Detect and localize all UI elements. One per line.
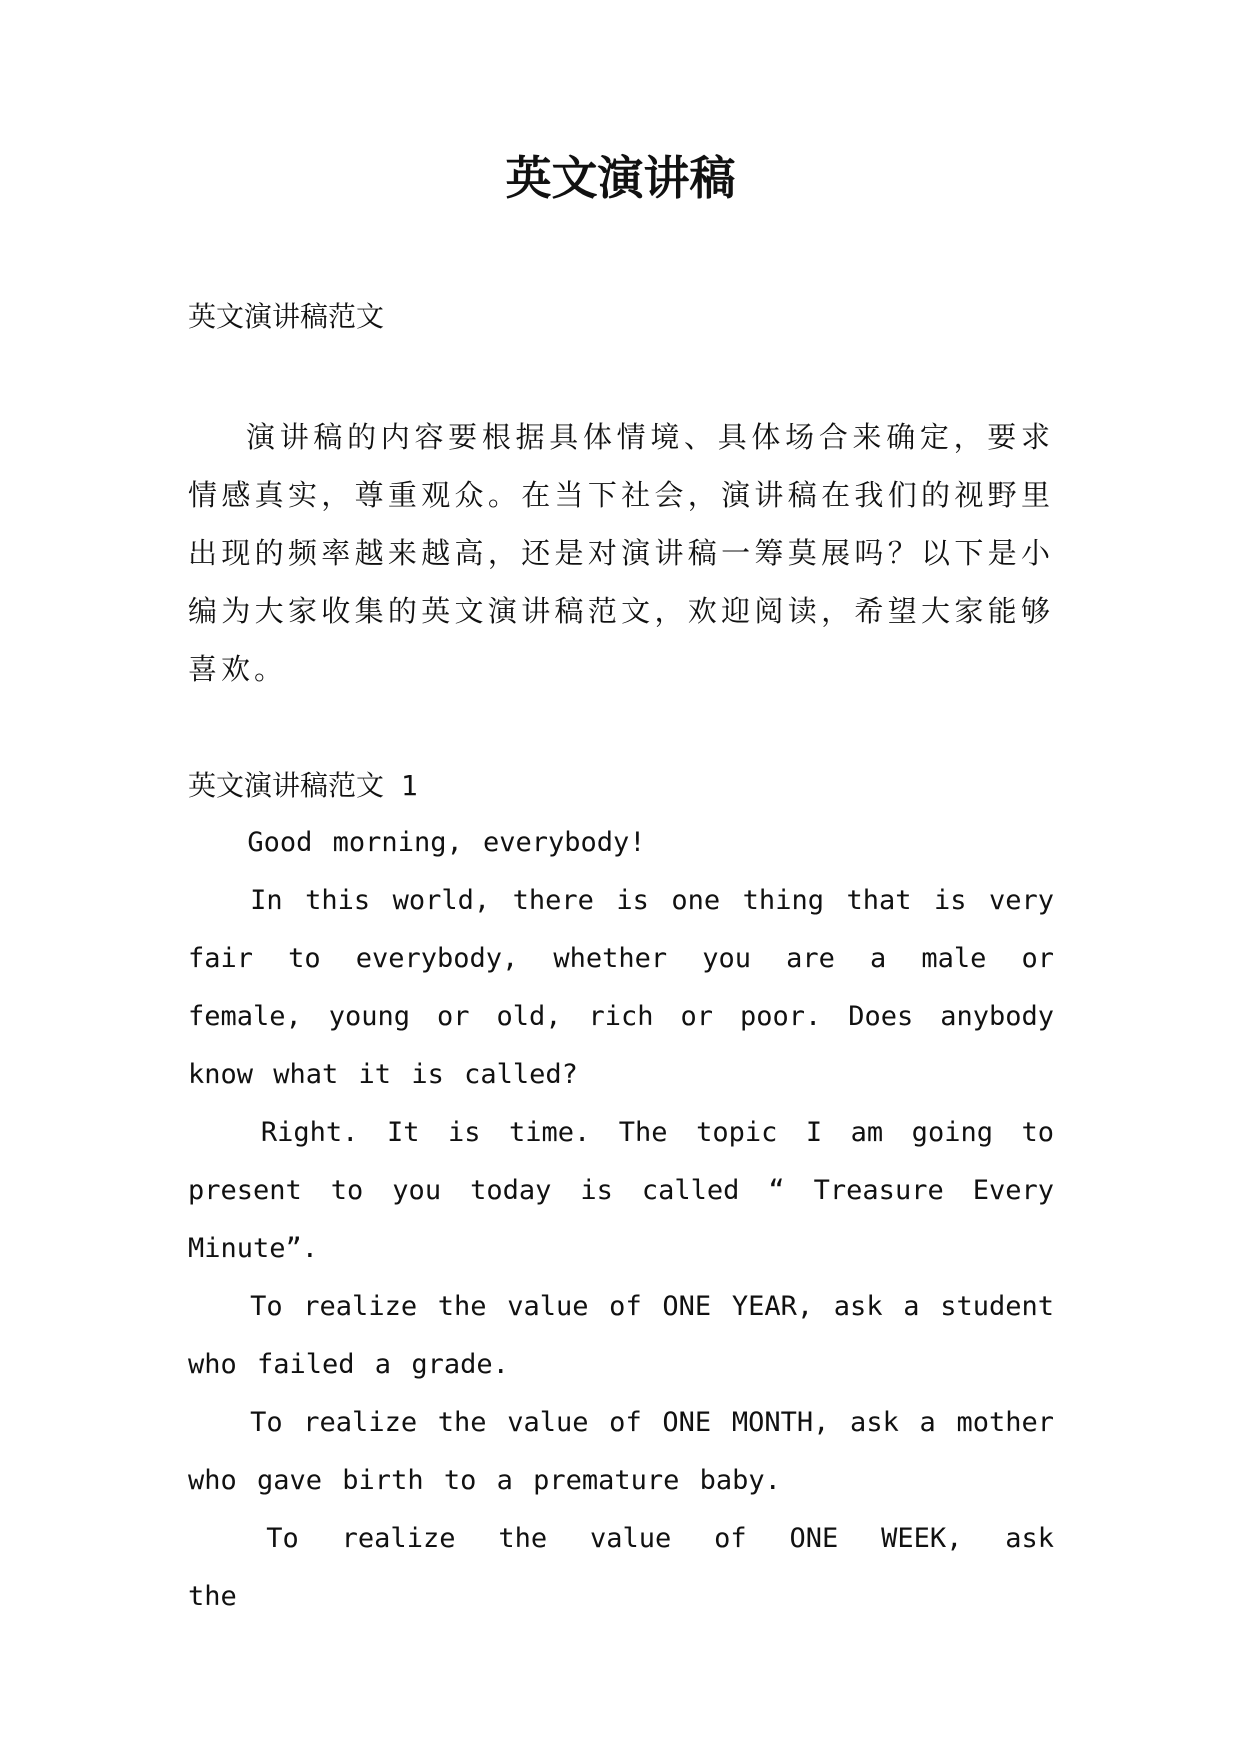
- speech-paragraph-greeting: Good morning, everybody!: [247, 827, 646, 858]
- speech-paragraph-one-year: To realize the value of ONE YEAR, ask a student who failed a grade.: [188, 1291, 1054, 1380]
- speech-paragraph-one-month: To realize the value of ONE MONTH, ask a mother who gave birth to a premature baby.: [188, 1407, 1054, 1496]
- document-title: 英文演讲稿: [505, 151, 736, 205]
- speech-paragraph-fairness: In this world, there is one thing that is very fair to everybody, whether you are a male or female, young or old, rich or poor. Does anybody know what it is called?: [188, 885, 1054, 1090]
- intro-paragraph: 演讲稿的内容要根据具体情境、具体场合来确定，要求情感真实，尊重观众。在当下社会，演讲稿在我们的视野里出现的频率越来越高，还是对演讲稿一筹莫展吗？以下是小编为大家收集的英文演讲稿范文，欢迎阅读，希望大家能够喜欢。: [188, 420, 1054, 686]
- document-subtitle: 英文演讲稿范文: [188, 300, 385, 333]
- speech-paragraph-one-week: To realize the value of ONE WEEK, ask the: [188, 1523, 1054, 1612]
- section-heading: 英文演讲稿范文 1: [188, 769, 418, 802]
- speech-paragraph-topic: Right. It is time. The topic I am going to present to you today is called “ Treasure Every Minute”.: [188, 1117, 1054, 1264]
